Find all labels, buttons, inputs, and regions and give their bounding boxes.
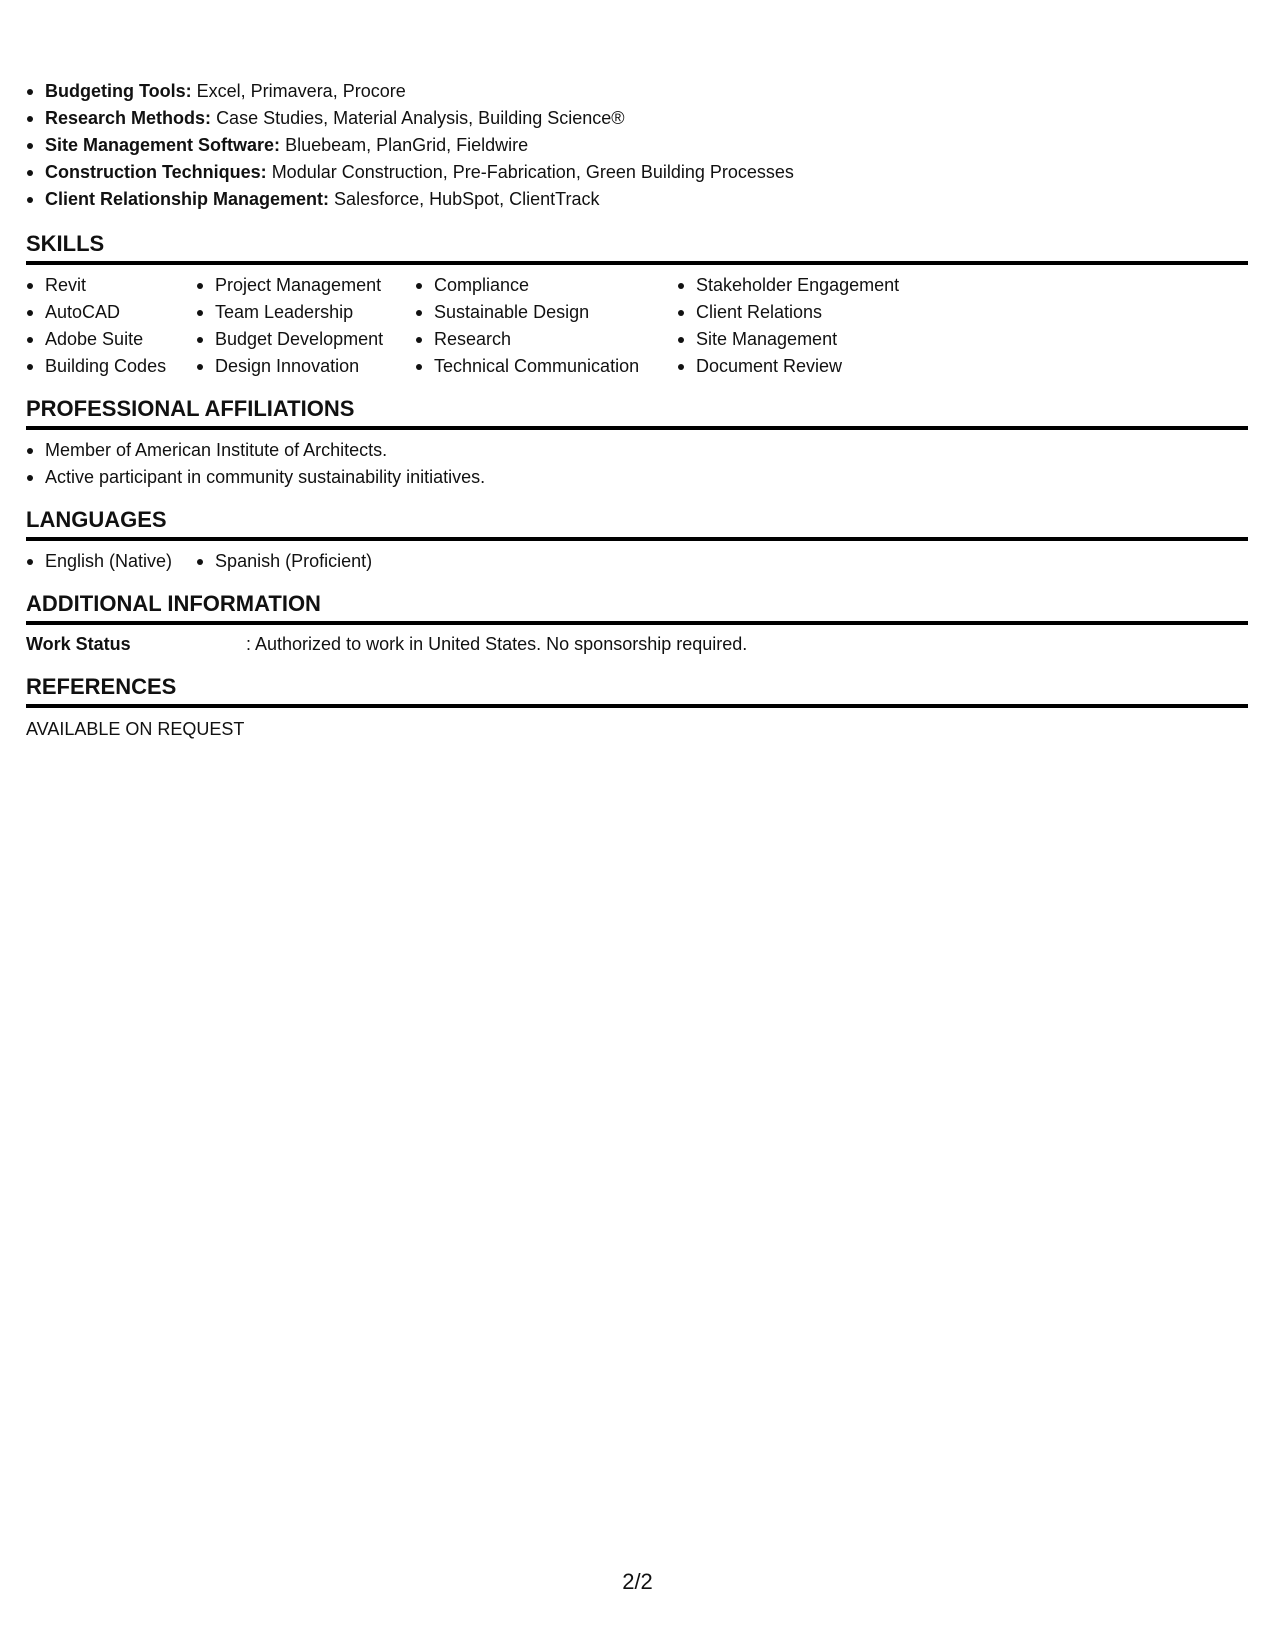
list-item (26, 159, 794, 186)
tool-label: Research Methods: (45, 108, 212, 128)
tools-list (26, 78, 794, 213)
skill-item: Budget Development (196, 326, 383, 353)
tool-label: Construction Techniques: (45, 162, 267, 182)
skills-column (415, 272, 639, 380)
tool-value: Salesforce, HubSpot, ClientTrack (334, 189, 600, 209)
skills-column (677, 272, 899, 380)
tool-value: Modular Construction, Pre-Fabrication, Green Building Processes (271, 162, 794, 182)
tool-label: Client Relationship Management: (45, 189, 330, 209)
tool-label: Budgeting Tools: (45, 81, 192, 101)
affiliations-heading: PROFESSIONAL AFFILIATIONS (26, 395, 1248, 430)
list-item (26, 186, 794, 213)
skill-item: Client Relations (677, 299, 899, 326)
references-text: AVAILABLE ON REQUEST (26, 719, 245, 739)
tool-label: Site Management Software: (45, 135, 281, 155)
additional-info-heading: ADDITIONAL INFORMATION (26, 590, 1248, 625)
language-item: Spanish (Proficient) (196, 548, 372, 575)
skill-item: AutoCAD (26, 299, 166, 326)
list-item: Member of American Institute of Architects. (26, 437, 485, 464)
work-status-label: Work Status (26, 634, 131, 654)
work-status-value: : Authorized to work in United States. No sponsorship required. (246, 634, 748, 654)
skill-item: Revit (26, 272, 166, 299)
skill-item: Sustainable Design (415, 299, 639, 326)
skills-heading: SKILLS (26, 230, 1248, 265)
skill-item: Team Leadership (196, 299, 383, 326)
skill-item: Design Innovation (196, 353, 383, 380)
skill-item: Research (415, 326, 639, 353)
tool-value: Case Studies, Material Analysis, Building Science® (216, 108, 625, 128)
skills-column (196, 272, 383, 380)
tool-value: Bluebeam, PlanGrid, Fieldwire (285, 135, 529, 155)
skill-item: Document Review (677, 353, 899, 380)
skill-item: Stakeholder Engagement (677, 272, 899, 299)
skill-item: Building Codes (26, 353, 166, 380)
references-heading: REFERENCES (26, 673, 1248, 708)
skills-column (26, 272, 166, 380)
tool-value: Excel, Primavera, Procore (196, 81, 406, 101)
work-status-row (26, 631, 747, 657)
languages-heading: LANGUAGES (26, 506, 1248, 541)
language-item: English (Native) (26, 548, 172, 575)
list-item (26, 132, 794, 159)
skill-item: Compliance (415, 272, 639, 299)
list-item (26, 78, 794, 105)
skill-item: Project Management (196, 272, 383, 299)
skill-item: Adobe Suite (26, 326, 166, 353)
affiliations-list (26, 437, 485, 491)
page-number: 2/2 (622, 1569, 653, 1594)
languages-list (26, 548, 396, 575)
skill-item: Site Management (677, 326, 899, 353)
skill-item: Technical Communication (415, 353, 639, 380)
list-item: Active participant in community sustainability initiatives. (26, 464, 485, 491)
list-item (26, 105, 794, 132)
